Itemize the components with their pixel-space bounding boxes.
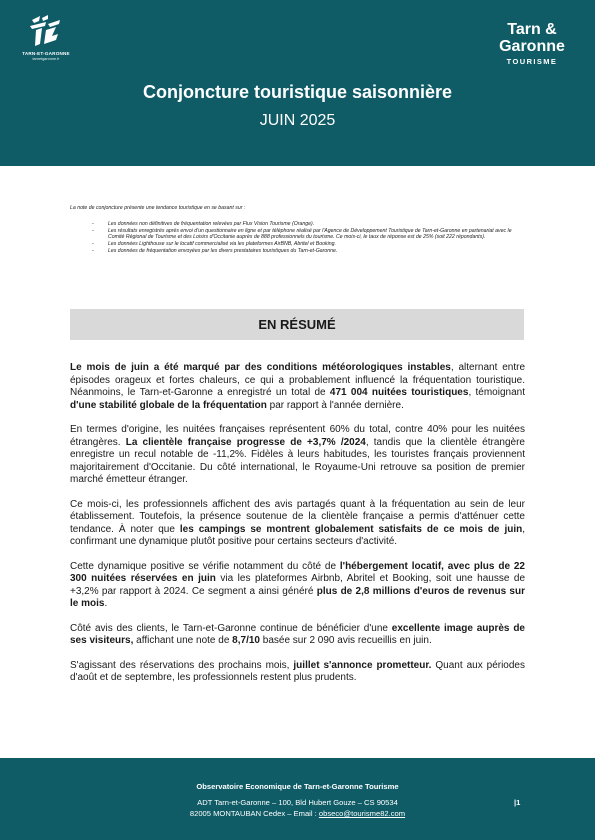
logo-right-line1: Tarn &: [507, 21, 557, 38]
summary-body: [70, 362, 525, 697]
bold-text: les campings se montrent globalement satisfaits de ce mois de juin: [179, 523, 523, 535]
text: via les plateformes Airbnb, Abritel et Booking, soit une hausse de +3,2% par rapport à 2024. Ce segment a ainsi généré: [70, 573, 526, 597]
logo-left-url: tarnetgaronne.fr: [32, 57, 60, 61]
bold-text: plus de 2,8 millions d'euros de revenus sur le mois: [70, 585, 525, 609]
bold-text: 471 004 nuitées touristiques: [329, 387, 469, 398]
source-item: - Les résultats enregistrés après envoi d'un questionnaire en ligne et par téléphone réalisé par l'Agence de Développement Touristique de Tarn-et-Garonne en partenariat avec le Comité Régional de Tourisme et des Loisirs d'Occitanie auprès de 888 professionnels du tourisme. Ce mois-ci, le taux de réponse est de 25% (soit 222 répondants).: [108, 228, 528, 241]
text: En termes d'origine, les nuitées françaises représentent 60% du total, contre 40% pour les nuitées étrangères.: [70, 424, 525, 448]
page-title: Conjoncture touristique saisonnière: [142, 82, 453, 102]
sources-list: [108, 221, 528, 255]
header-band: [0, 0, 595, 166]
bold-text: 8,7/10: [232, 635, 260, 646]
source-item: - Les données Lighthouse sur le locatif commercialisé via les plateformes AirBNB, Abritel et Booking.: [108, 241, 528, 247]
source-item: - Les données non définitives de fréquentation relevées par Flux Vision Tourisme (Orange).: [108, 221, 528, 227]
summary-paragraph-bookings: [70, 660, 525, 685]
footer-city: 82005 MONTAUBAN Cedex – Email :: [189, 809, 319, 818]
sources-intro: La note de conjoncture présente une tendance touristique en se basant sur :: [70, 205, 246, 211]
bold-text: Le mois de juin a été marqué par des conditions météorologiques instables: [70, 362, 451, 373]
summary-paragraph-reviews: [70, 623, 525, 648]
logo-emblem-icon: [26, 14, 66, 48]
text: , alternant entre épisodes orageux et fortes chaleurs, ce qui a probablement influencé la fréquentation touristique. Néanmoins, le Tarn-et-Garonne a enregistré un total de: [70, 362, 526, 398]
text: affichant une note de: [133, 635, 233, 646]
tarn-et-garonne-logo[interactable]: [18, 14, 74, 61]
text: S'agissant des réservations des prochains mois,: [70, 659, 294, 671]
logo-left-name: TARN-ET-GARONNE: [22, 51, 70, 56]
bold-text: l'hébergement locatif, avec plus de 22 300 nuitées réservées en juin: [70, 560, 525, 584]
bold-text: juillet s'annonce prometteur.: [293, 659, 432, 671]
footer-email-link[interactable]: obseco@tourisme82.com: [318, 809, 406, 818]
logo-right-line3: TOURISME: [506, 57, 558, 66]
text: Quant aux périodes d'août et de septembre, les professionnels restent plus prudents.: [70, 659, 525, 683]
footer-city-line: [0, 809, 595, 818]
text: Cette dynamique positive se vérifie notamment du côté de: [70, 560, 340, 572]
bold-text: excellente image auprès de ses visiteurs,: [70, 622, 525, 646]
bold-text: La clientèle française progresse de +3,7% /2024: [125, 436, 366, 448]
summary-paragraph-professionals: [70, 499, 525, 549]
footer-organization: Observatoire Economique de Tarn-et-Garonne Tourisme: [196, 782, 399, 791]
summary-heading: EN RÉSUMÉ: [258, 317, 336, 332]
footer-band: [0, 758, 595, 840]
summary-paragraph-weather: [70, 362, 525, 412]
text: par rapport à l'année dernière.: [266, 399, 404, 411]
summary-paragraph-rentals: [70, 561, 525, 611]
text: , confirmant une dynamique plutôt positive pour certains secteurs d'activité.: [70, 523, 525, 547]
logo-right-line2: Garonne: [499, 38, 565, 55]
footer-address: ADT Tarn-et-Garonne – 100, Bld Hubert Gouze – CS 90534: [197, 798, 398, 807]
page-subtitle: JUIN 2025: [259, 112, 336, 129]
bold-text: d'une stabilité globale de la fréquentation: [70, 399, 267, 411]
page-number: |1: [514, 798, 521, 807]
text: Côté avis des clients, le Tarn-et-Garonne continue de bénéficier d'une: [70, 622, 392, 634]
tarn-garonne-tourisme-logo[interactable]: [491, 22, 573, 66]
text: basée sur 2 090 avis recueillis en juin.: [259, 635, 432, 646]
text: , témoignant: [468, 387, 525, 398]
source-item: - Les données de fréquentation envoyées par les divers prestataires touristiques du Tarn-et-Garonne.: [108, 248, 528, 254]
summary-heading-box: [70, 309, 524, 340]
text: .: [104, 598, 108, 609]
summary-paragraph-origin: [70, 424, 525, 487]
text: Ce mois-ci, les professionnels affichent des avis partagés quant à la fréquentation au sein de leur établissement. Toutefois, la présence soutenue de la clientèle française a permis d'atténuer cette tendance. À noter que: [70, 498, 525, 535]
text: , tandis que la clientèle étrangère enregistre un recul notable de -11,2%. Fidèles à leurs habitudes, les touristes français proviennent majoritairement d'Occitanie. Du côté international, le Royaume-Uni retrouve sa position de premier marché émetteur étranger.: [70, 436, 525, 485]
